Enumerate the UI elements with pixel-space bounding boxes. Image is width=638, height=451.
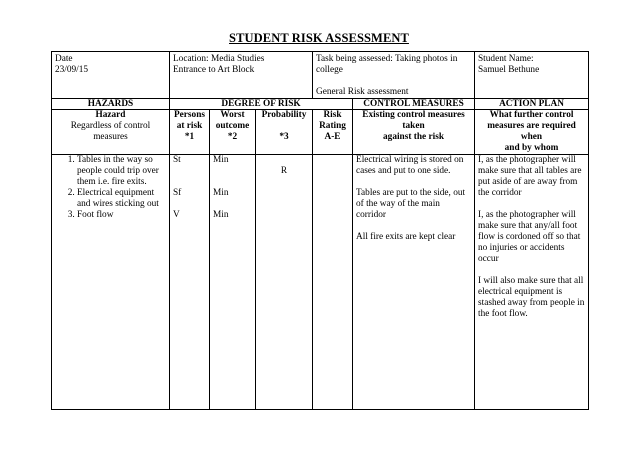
rating-cell (313, 155, 353, 410)
student-name: Samuel Bethune (478, 65, 540, 75)
hazards-cell (52, 155, 170, 410)
further-header-line-2: measures are required when (487, 121, 576, 142)
controls-cell (353, 155, 475, 410)
control-item: Tables are put to the side, out of the way of the main corridor (356, 188, 466, 220)
persons-value: Sf (173, 188, 182, 198)
rating-header-line-1: Risk (323, 110, 342, 120)
header-row (52, 52, 589, 99)
hazard-item: 1. Tables in the way so people could trip over them i.e. fire exits. (77, 155, 166, 188)
location-line-1: Location: Media Studies (173, 54, 265, 64)
outcome-value: Min (213, 210, 229, 220)
further-header-line-3: and by whom (504, 143, 559, 153)
control-item: All fire exits are kept clear (356, 232, 456, 242)
action-item: I, as the photographer will make sure that all tables are put aside of are away from the corridor (478, 155, 582, 198)
worst-header-line-2: outcome (215, 121, 250, 131)
persons-value: St (173, 155, 181, 165)
risk-assessment-table (51, 51, 589, 410)
hazard-item: 2. Electrical equipment and wires sticking out (77, 188, 166, 210)
hazard-subtitle: Regardless of control measures (70, 121, 151, 142)
worst-header (210, 110, 256, 155)
rating-header-note: A-E (324, 132, 341, 142)
worst-header-note: *2 (227, 132, 238, 142)
section-degree: DEGREE OF RISK (170, 99, 353, 110)
hazard-item: 3. Foot flow (77, 210, 166, 221)
persons-value: V (173, 210, 180, 220)
date-value: 23/09/15 (55, 65, 89, 75)
outcome-cell (210, 155, 256, 410)
body-row (52, 155, 589, 410)
persons-header-line-2: at risk (176, 121, 203, 131)
rating-header-line-2: Rating (319, 121, 346, 131)
rating-header (313, 110, 353, 155)
existing-header-line-2: against the risk (383, 132, 444, 142)
control-item: Electrical wiring is stored on cases and put to one side. (356, 155, 464, 176)
action-item: I will also make sure that all electrical equipment is stashed away from people in the foot flow. (478, 276, 585, 319)
worst-header-line-1: Worst (220, 110, 245, 120)
section-row (52, 99, 589, 110)
probability-header (256, 110, 313, 155)
outcome-value: Min (213, 188, 229, 198)
task-cell (313, 52, 475, 99)
hazard-list (52, 155, 166, 221)
action-item: I, as the photographer will make sure that any/all foot flow is cordoned off so that no injuries or accidents occur (478, 210, 581, 264)
persons-cell (170, 155, 210, 410)
hazard-title: Hazard (95, 110, 126, 120)
page-title: STUDENT RISK ASSESSMENT (229, 31, 409, 45)
location-cell (170, 52, 313, 99)
persons-header (170, 110, 210, 155)
probability-header-note: *3 (279, 132, 289, 142)
date-cell (52, 52, 170, 99)
further-controls-header (475, 110, 589, 155)
probability-cell (256, 155, 313, 410)
location-line-2: Entrance to Art Block (173, 65, 255, 75)
task-text: Task being assessed: Taking photos in college (316, 54, 458, 75)
probability-header-line-1: Probability (261, 110, 307, 120)
section-hazards: HAZARDS (52, 99, 170, 110)
student-label: Student Name: (478, 54, 534, 64)
further-header-line-1: What further control (489, 110, 574, 120)
existing-header-line-1: Existing control measures taken (362, 110, 465, 131)
section-action: ACTION PLAN (475, 99, 589, 110)
general-risk-text: General Risk assessment (316, 87, 409, 97)
persons-header-note: *1 (184, 132, 195, 142)
date-label: Date (55, 54, 73, 64)
actions-cell (475, 155, 589, 410)
hazard-header (52, 110, 170, 155)
existing-controls-header (353, 110, 475, 155)
outcome-value: Min (213, 155, 229, 165)
section-control: CONTROL MEASURES (353, 99, 475, 110)
student-cell (475, 52, 589, 99)
persons-header-line-1: Persons (174, 110, 205, 120)
probability-value: R (280, 166, 288, 176)
column-header-row (52, 110, 589, 155)
